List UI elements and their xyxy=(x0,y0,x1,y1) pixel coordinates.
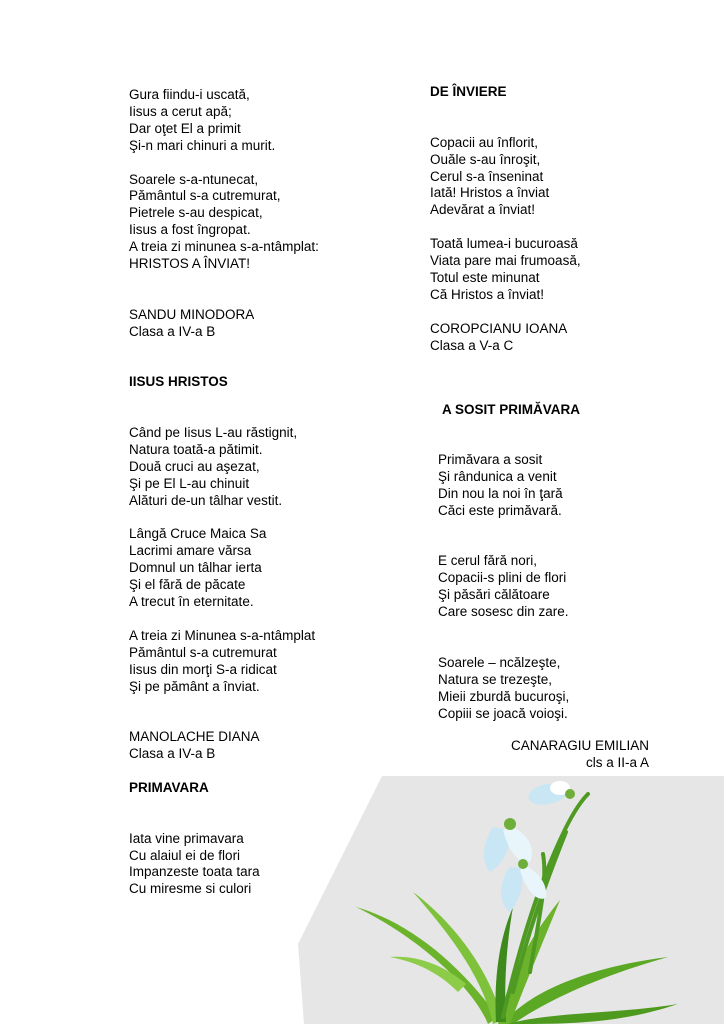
poem-line: Şi rândunica a venit xyxy=(438,468,557,484)
poem-line: HRISTOS A ÎNVIAT! xyxy=(129,256,251,272)
author-class: Clasa a V-a C xyxy=(430,337,514,353)
poem-line: Copacii-s plini de flori xyxy=(438,570,567,586)
poem-line: Iata vine primavara xyxy=(129,830,244,846)
poem-line: Soarele s-a-ntunecat, xyxy=(129,171,259,187)
poem-line: Alături de-un tâlhar vestit. xyxy=(129,492,283,508)
poem-title: PRIMAVARA xyxy=(129,779,209,795)
poem2-stanza2 xyxy=(129,526,409,611)
poem-line: Pământul s-a cutremurat xyxy=(129,644,277,660)
author-name: SANDU MINODORA xyxy=(129,306,255,322)
poem-line: Şi el fără de păcate xyxy=(129,577,246,593)
poem-title: IISUS HRISTOS xyxy=(129,374,228,390)
poem-line: Cu miresme si culori xyxy=(129,881,252,897)
poem5-stanza3 xyxy=(438,655,688,723)
poem-line: Din nou la noi în ţară xyxy=(438,485,563,501)
poem-line: A trecut în eternitate. xyxy=(129,594,254,610)
poem4-stanza2 xyxy=(430,236,690,304)
poem-line: A treia zi Minunea s-a-ntâmplat xyxy=(129,627,316,643)
poem5-stanza2 xyxy=(438,553,688,621)
author-name: CANARAGIU EMILIAN xyxy=(510,738,649,753)
poem-line: Iisus a cerut apă; xyxy=(129,103,232,119)
right-column xyxy=(430,84,690,354)
poem-line: Primăvara a sosit xyxy=(438,452,543,467)
poem-line: Gura fiindu-i uscată, xyxy=(129,87,250,102)
poem-line: Domnul un tâlhar ierta xyxy=(129,560,262,576)
poem-line: Natura toată-a pătimit. xyxy=(129,441,263,457)
poem-line: Şi păsări călătoare xyxy=(438,587,550,603)
author-class: Clasa a IV-a B xyxy=(129,746,216,762)
poem-line: Adevărat a înviat! xyxy=(430,202,536,218)
poem-line: Lacrimi amare vărsa xyxy=(129,543,252,559)
poem-line: Dar oţet El a primit xyxy=(129,120,241,136)
poem-line: Iată! Hristos a înviat xyxy=(430,185,550,201)
author-name: MANOLACHE DIANA xyxy=(129,729,260,745)
poem2-stanza3 xyxy=(129,628,409,696)
poem-line: Cu alaiul ei de flori xyxy=(129,847,241,863)
poem-line: Toată lumea-i bucuroasă xyxy=(430,236,578,252)
poem-line: Soarele – ncălzeşte, xyxy=(438,654,561,670)
poem-line: E cerul fără nori, xyxy=(438,553,538,569)
poem-line: Impanzeste toata tara xyxy=(129,864,260,880)
poem1-stanza1 xyxy=(129,87,409,155)
poem-line: Copacii au înflorit, xyxy=(430,134,539,150)
author-block xyxy=(511,738,649,772)
poem-line: Pământul s-a cutremurat, xyxy=(129,188,281,204)
poem-line: Iisus a fost îngropat. xyxy=(129,222,251,238)
poem-title: DE ÎNVIERE xyxy=(430,84,507,99)
poem-line: Şi pe El L-au chinuit xyxy=(129,475,250,491)
author-class: cls a II-a A xyxy=(585,754,649,770)
poem-line: Şi pe pământ a înviat. xyxy=(129,678,260,694)
author-class: Clasa a IV-a B xyxy=(129,323,216,339)
poem5-body xyxy=(438,452,688,722)
poem-title: A SOSIT PRIMĂVARA xyxy=(442,402,581,417)
poem-line: Mieii zburdă bucuroşi, xyxy=(438,688,570,704)
poem-line: Şi-n mari chinuri a murit. xyxy=(129,137,276,153)
poem-line: Natura se trezeşte, xyxy=(438,671,553,687)
poem-line: Iisus din morţi S-a ridicat xyxy=(129,661,277,677)
poem-line: Totul este minunat xyxy=(430,269,540,285)
poem-line: Că Hristos a înviat! xyxy=(430,286,545,302)
poem-line: Cerul s-a înseninat xyxy=(430,168,544,184)
poem-line: Viata pare mai frumoasă, xyxy=(430,253,581,269)
poem-line: Ouăle s-au înroşit, xyxy=(430,151,541,167)
author-name: COROPCIANU IOANA xyxy=(430,320,568,336)
poem-line: Două cruci au aşezat, xyxy=(129,458,260,474)
poem2-stanza1 xyxy=(129,425,409,510)
poem5-stanza1 xyxy=(438,452,688,520)
snowdrop-flower-icon xyxy=(298,772,724,1024)
poem-line: Căci este primăvară. xyxy=(438,502,562,518)
poem-line: Copiii se joacă voioşi. xyxy=(438,705,568,721)
poem-line: Când pe Iisus L-au răstignit, xyxy=(129,425,298,441)
poem-line: Lângă Cruce Maica Sa xyxy=(129,526,267,542)
poem1-stanza2 xyxy=(129,172,409,273)
poem4-stanza1 xyxy=(430,135,690,220)
poem-line: A treia zi minunea s-a-ntâmplat: xyxy=(129,239,319,255)
poem-line: Pietrele s-au despicat, xyxy=(129,205,263,221)
poem-line: Care sosesc din zare. xyxy=(438,604,569,620)
